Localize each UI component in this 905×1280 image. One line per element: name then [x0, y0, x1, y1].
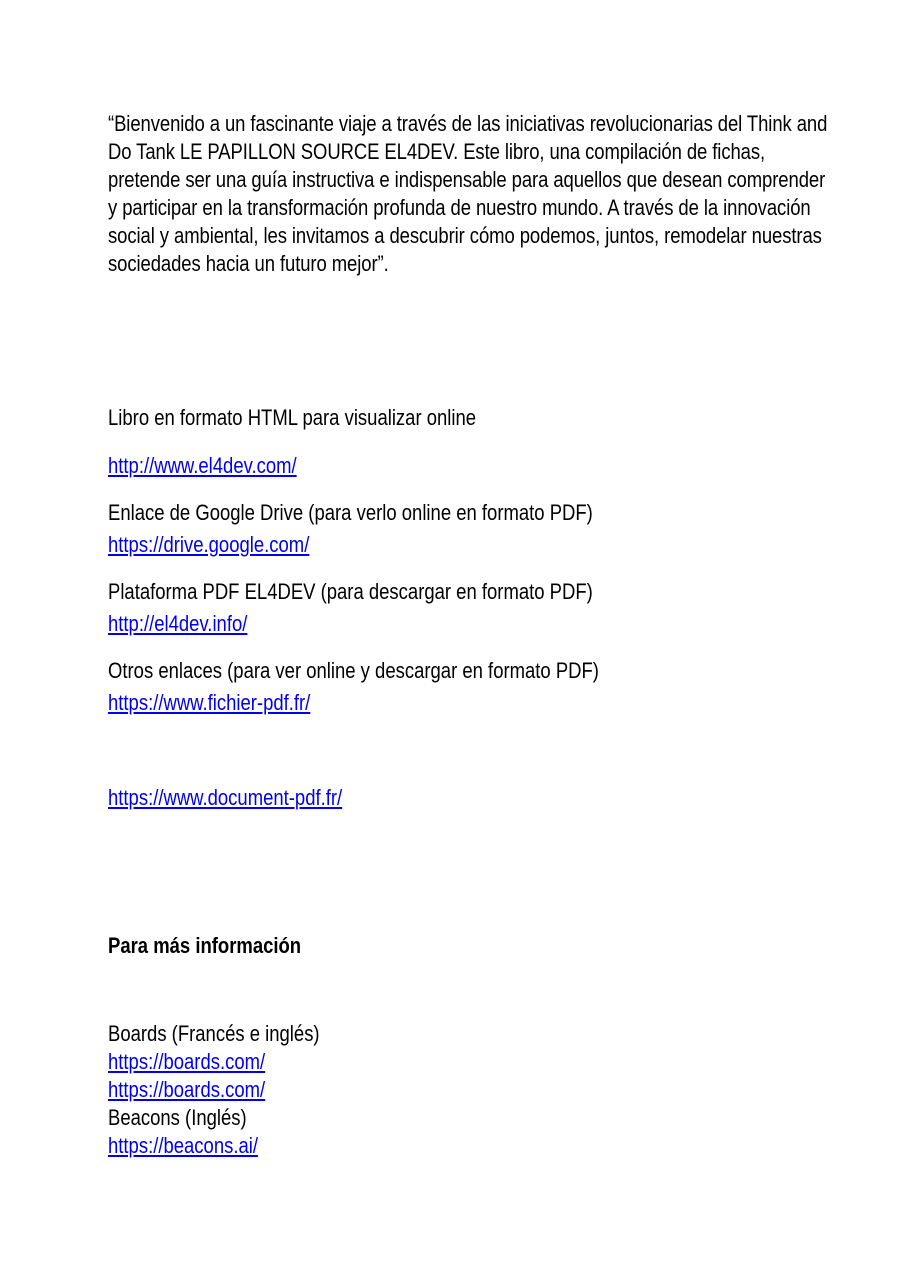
label-pdf-platform: Plataforma PDF EL4DEV (para descargar en formato PDF)	[108, 579, 593, 604]
link-google-drive[interactable]: https://drive.google.com/	[108, 532, 310, 557]
link-el4dev-info[interactable]: http://el4dev.info/	[108, 611, 248, 636]
link-el4dev-com[interactable]: http://www.el4dev.com/	[108, 453, 297, 478]
label-html-book: Libro en formato HTML para visualizar online	[108, 405, 477, 430]
more-info-heading: Para más información	[108, 933, 302, 958]
link-fichier-pdf[interactable]: https://www.fichier-pdf.fr/	[108, 690, 311, 715]
label-beacons: Beacons (Inglés)	[108, 1105, 247, 1130]
link-boards-2[interactable]: https://boards.com/	[108, 1077, 266, 1102]
intro-paragraph: “Bienvenido a un fascinante viaje a través de las iniciativas revolucionarias del Think and Do Tank LE PAPILLON SOURCE EL4DEV. Este libro, una compilación de fichas, pretende ser una guía instructiva e indispensable para aquellos que desean comprender y participar en la transformación profunda de nuestro mundo. A través de la innovación social y ambiental, les invitamos a descubrir cómo podemos, juntos, remodelar nuestras sociedades hacia un futuro mejor”.	[108, 111, 828, 276]
label-other-links: Otros enlaces (para ver online y descargar en formato PDF)	[108, 658, 599, 683]
link-document-pdf[interactable]: https://www.document-pdf.fr/	[108, 785, 343, 810]
label-google-drive: Enlace de Google Drive (para verlo online en formato PDF)	[108, 500, 593, 525]
link-beacons[interactable]: https://beacons.ai/	[108, 1133, 258, 1158]
link-boards-1[interactable]: https://boards.com/	[108, 1049, 266, 1074]
label-boards: Boards (Francés e inglés)	[108, 1021, 320, 1046]
